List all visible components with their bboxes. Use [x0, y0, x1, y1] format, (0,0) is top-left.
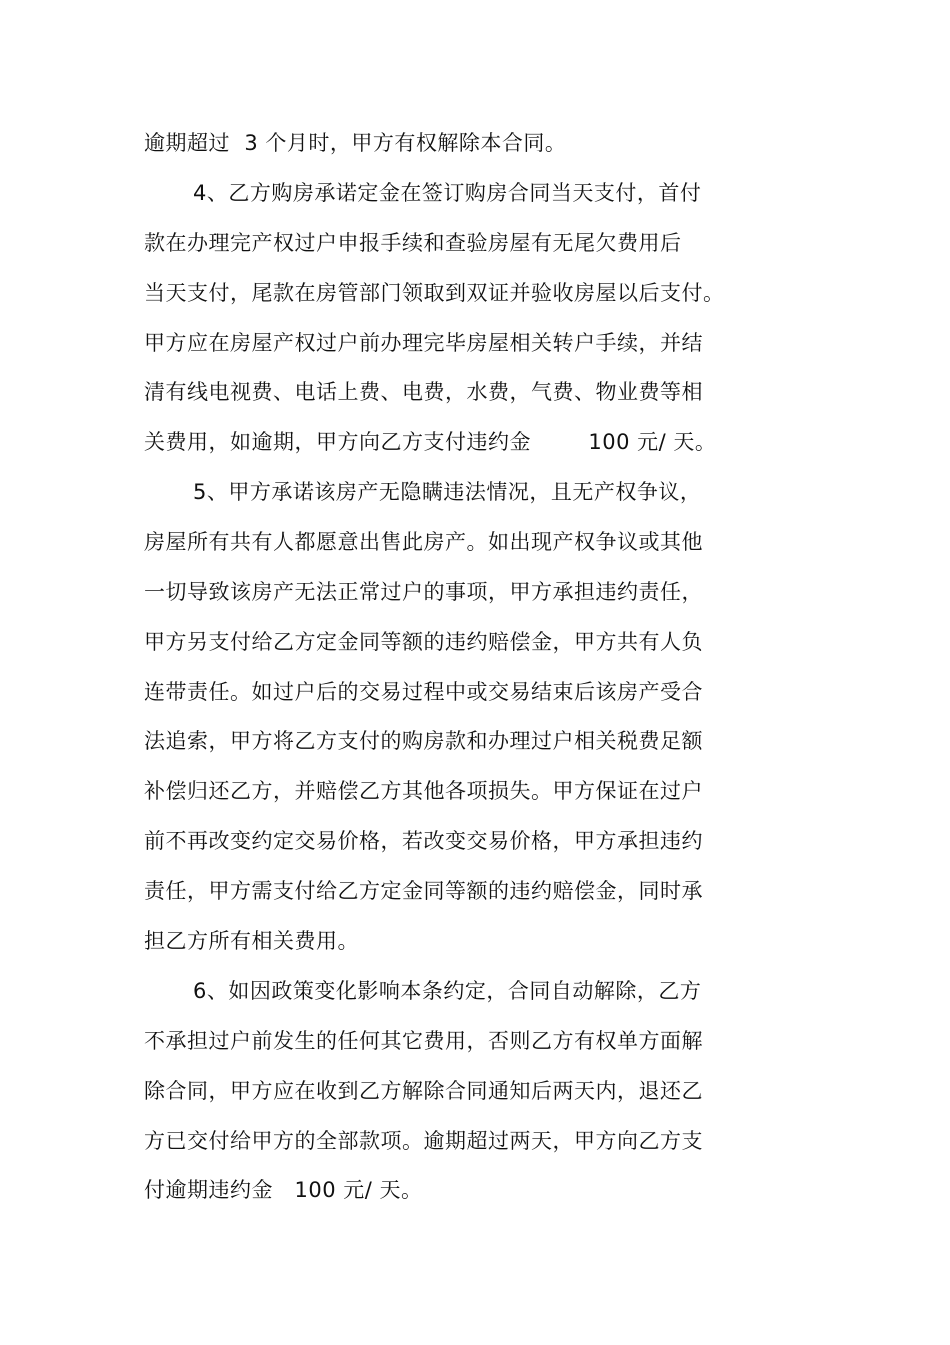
- text-line: 款在办理完产权过户申报手续和查验房屋有无尾欠费用后: [144, 231, 682, 255]
- text-line: 甲方应在房屋产权过户前办理完毕房屋相关转户手续，并结: [144, 331, 703, 355]
- text-line: 房屋所有共有人都愿意出售此房产。如出现产权争议或其他: [144, 530, 703, 554]
- text-line: 责任，甲方需支付给乙方定金同等额的违约赔偿金，同时承: [144, 879, 703, 903]
- text-line: 方已交付给甲方的全部款项。逾期超过两天，甲方向乙方支: [144, 1129, 703, 1153]
- text-line: 付逾期违约金 100 元/ 天。: [144, 1178, 423, 1202]
- text-line: 关费用，如逾期，甲方向乙方支付违约金 100 元/ 天。: [144, 430, 717, 454]
- text-line: 担乙方所有相关费用。: [144, 929, 359, 953]
- text-line: 除合同，甲方应在收到乙方解除合同通知后两天内，退还乙: [144, 1079, 703, 1103]
- text-line: 前不再改变约定交易价格，若改变交易价格，甲方承担违约: [144, 829, 703, 853]
- text-line: 甲方另支付给乙方定金同等额的违约赔偿金，甲方共有人负: [144, 630, 703, 654]
- text-line: 清有线电视费、电话上费、电费，水费，气费、物业费等相: [144, 380, 703, 404]
- clause-6-first-line: 6、如因政策变化影响本条约定，合同自动解除，乙方: [193, 979, 702, 1003]
- clause-4-first-line: 4、乙方购房承诺定金在签订购房合同当天支付，首付: [193, 181, 702, 205]
- text-line: 一切导致该房产无法正常过户的事项，甲方承担违约责任，: [144, 580, 703, 604]
- text-line: 法追索，甲方将乙方支付的购房款和办理过户相关税费足额: [144, 729, 703, 753]
- text-line: 逾期超过 3 个月时，甲方有权解除本合同。: [144, 131, 567, 155]
- text-line: 连带责任。如过户后的交易过程中或交易结束后该房产受合: [144, 680, 703, 704]
- clause-5-first-line: 5、甲方承诺该房产无隐瞒违法情况，且无产权争议，: [193, 480, 702, 504]
- text-line: 补偿归还乙方，并赔偿乙方其他各项损失。甲方保证在过户: [144, 779, 703, 803]
- text-line: 不承担过户前发生的任何其它费用，否则乙方有权单方面解: [144, 1029, 703, 1053]
- text-line: 当天支付，尾款在房管部门领取到双证并验收房屋以后支付。: [144, 281, 725, 305]
